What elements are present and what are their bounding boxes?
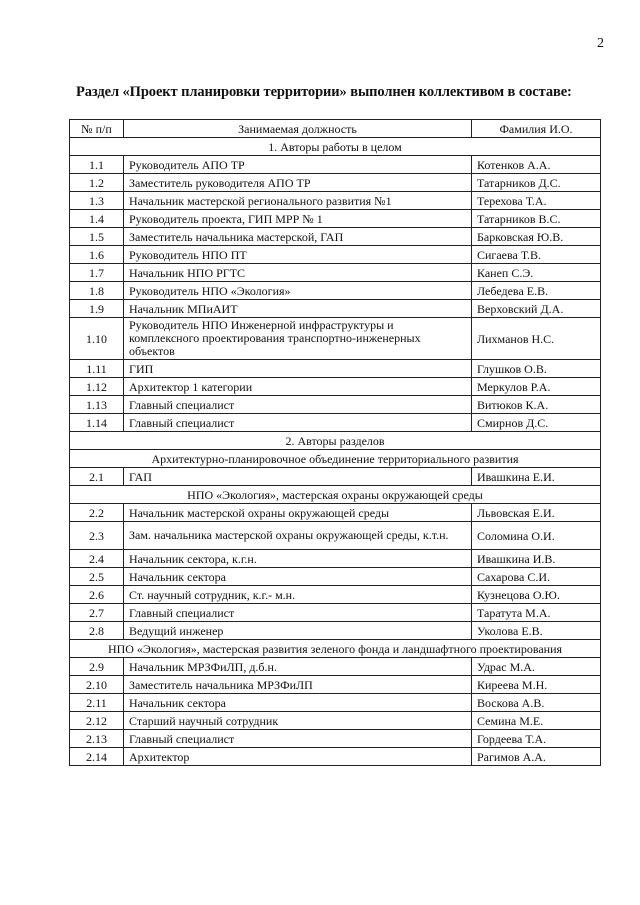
table-header-row [70, 120, 601, 138]
table-row [70, 396, 601, 414]
row-person-name: Глушков О.В. [472, 360, 601, 378]
row-number: 1.5 [70, 228, 124, 246]
row-number: 2.11 [70, 694, 124, 712]
table-row [70, 658, 601, 676]
row-number: 1.4 [70, 210, 124, 228]
table-row [70, 174, 601, 192]
row-position: Ст. научный сотрудник, к.г.- м.н. [124, 586, 472, 604]
row-position: Заместитель начальника МРЗФиЛП [124, 676, 472, 694]
row-position: Руководитель АПО ТР [124, 156, 472, 174]
row-person-name: Киреева М.Н. [472, 676, 601, 694]
row-person-name: Удрас М.А. [472, 658, 601, 676]
row-number: 2.7 [70, 604, 124, 622]
row-person-name: Терехова Т.А. [472, 192, 601, 210]
row-number: 2.3 [70, 522, 124, 550]
subsection-heading: НПО «Экология», мастерская охраны окружающей среды [70, 486, 601, 504]
row-person-name: Рагимов А.А. [472, 748, 601, 766]
authors-table [69, 119, 601, 766]
row-position: Заместитель руководителя АПО ТР [124, 174, 472, 192]
table-row [70, 604, 601, 622]
row-position: Начальник сектора [124, 694, 472, 712]
row-number: 1.13 [70, 396, 124, 414]
row-position: Главный специалист [124, 396, 472, 414]
table-row [70, 156, 601, 174]
row-position: Руководитель НПО Инженерной инфраструктуры и комплексного проектирования транспортно-инженерных объектов [124, 318, 472, 360]
row-number: 2.1 [70, 468, 124, 486]
row-number: 1.12 [70, 378, 124, 396]
row-number: 2.12 [70, 712, 124, 730]
table-row [70, 468, 601, 486]
table-row [70, 282, 601, 300]
row-person-name: Смирнов Д.С. [472, 414, 601, 432]
subsection-heading-row [70, 640, 601, 658]
row-position: Главный специалист [124, 730, 472, 748]
row-number: 1.2 [70, 174, 124, 192]
row-number: 1.7 [70, 264, 124, 282]
row-person-name: Витюков К.А. [472, 396, 601, 414]
subsection-heading-row [70, 450, 601, 468]
row-person-name: Лебедева Е.В. [472, 282, 601, 300]
page-title: Раздел «Проект планировки территории» выполнен коллективом в составе: [76, 84, 572, 100]
page-number: 2 [597, 36, 604, 51]
table-row [70, 318, 601, 360]
section-heading-row [70, 138, 601, 156]
row-position: Начальник МРЗФиЛП, д.б.н. [124, 658, 472, 676]
row-number: 1.1 [70, 156, 124, 174]
row-position: Начальник сектора [124, 568, 472, 586]
row-number: 1.14 [70, 414, 124, 432]
row-position: Старший научный сотрудник [124, 712, 472, 730]
table-row [70, 522, 601, 550]
row-person-name: Ивашкина И.В. [472, 550, 601, 568]
table-row [70, 360, 601, 378]
row-position: Начальник мастерской регионального развития №1 [124, 192, 472, 210]
row-number: 2.6 [70, 586, 124, 604]
table-row [70, 504, 601, 522]
row-position: Начальник мастерской охраны окружающей среды [124, 504, 472, 522]
row-number: 1.6 [70, 246, 124, 264]
section-heading: 2. Авторы разделов [70, 432, 601, 450]
table-row [70, 300, 601, 318]
row-person-name: Меркулов Р.А. [472, 378, 601, 396]
table-row [70, 694, 601, 712]
row-person-name: Татарников В.С. [472, 210, 601, 228]
table-row [70, 264, 601, 282]
row-position: Главный специалист [124, 414, 472, 432]
row-number: 1.9 [70, 300, 124, 318]
table-row [70, 228, 601, 246]
row-person-name: Львовская Е.И. [472, 504, 601, 522]
column-header-name: Фамилия И.О. [472, 120, 601, 138]
row-person-name: Кузнецова О.Ю. [472, 586, 601, 604]
row-position: Начальник МПиАИТ [124, 300, 472, 318]
table-row [70, 712, 601, 730]
table-row [70, 246, 601, 264]
row-number: 2.5 [70, 568, 124, 586]
row-number: 1.3 [70, 192, 124, 210]
row-person-name: Котенков А.А. [472, 156, 601, 174]
row-number: 2.2 [70, 504, 124, 522]
row-position: Главный специалист [124, 604, 472, 622]
row-person-name: Соломина О.И. [472, 522, 601, 550]
row-position: Руководитель проекта, ГИП МРР № 1 [124, 210, 472, 228]
row-position: Руководитель НПО «Экология» [124, 282, 472, 300]
column-header-position: Занимаемая должность [124, 120, 472, 138]
row-number: 2.10 [70, 676, 124, 694]
table-row [70, 192, 601, 210]
row-person-name: Сигаева Т.В. [472, 246, 601, 264]
row-number: 2.13 [70, 730, 124, 748]
row-position: Зам. начальника мастерской охраны окружающей среды, к.т.н. [124, 522, 472, 550]
table-row [70, 622, 601, 640]
row-person-name: Таратута М.А. [472, 604, 601, 622]
section-heading-row [70, 432, 601, 450]
table-row [70, 568, 601, 586]
row-position: ГИП [124, 360, 472, 378]
row-person-name: Ивашкина Е.И. [472, 468, 601, 486]
table-row [70, 550, 601, 568]
row-number: 1.10 [70, 318, 124, 360]
row-position: Начальник НПО РГТС [124, 264, 472, 282]
subsection-heading: НПО «Экология», мастерская развития зеленого фонда и ландшафтного проектирования [70, 640, 601, 658]
row-person-name: Воскова А.В. [472, 694, 601, 712]
row-number: 2.8 [70, 622, 124, 640]
row-position: Заместитель начальника мастерской, ГАП [124, 228, 472, 246]
row-position: Архитектор [124, 748, 472, 766]
row-person-name: Канеп С.Э. [472, 264, 601, 282]
row-position: Архитектор 1 категории [124, 378, 472, 396]
row-person-name: Уколова Е.В. [472, 622, 601, 640]
row-person-name: Гордеева Т.А. [472, 730, 601, 748]
column-header-number: № п/п [70, 120, 124, 138]
row-person-name: Семина М.Е. [472, 712, 601, 730]
row-number: 2.14 [70, 748, 124, 766]
row-person-name: Барковская Ю.В. [472, 228, 601, 246]
table-body [70, 138, 601, 766]
row-person-name: Верховский Д.А. [472, 300, 601, 318]
row-position: Начальник сектора, к.г.н. [124, 550, 472, 568]
table-row [70, 210, 601, 228]
subsection-heading-row [70, 486, 601, 504]
subsection-heading: Архитектурно-планировочное объединение территориального развития [70, 450, 601, 468]
row-person-name: Лихманов Н.С. [472, 318, 601, 360]
table-row [70, 730, 601, 748]
row-number: 1.8 [70, 282, 124, 300]
row-number: 2.9 [70, 658, 124, 676]
table-row [70, 676, 601, 694]
row-position: ГАП [124, 468, 472, 486]
table-row [70, 586, 601, 604]
table-row [70, 378, 601, 396]
row-position: Ведущий инженер [124, 622, 472, 640]
row-person-name: Татарников Д.С. [472, 174, 601, 192]
row-number: 2.4 [70, 550, 124, 568]
section-heading: 1. Авторы работы в целом [70, 138, 601, 156]
row-number: 1.11 [70, 360, 124, 378]
table-row [70, 414, 601, 432]
row-person-name: Сахарова С.И. [472, 568, 601, 586]
row-position: Руководитель НПО ПТ [124, 246, 472, 264]
table-row [70, 748, 601, 766]
